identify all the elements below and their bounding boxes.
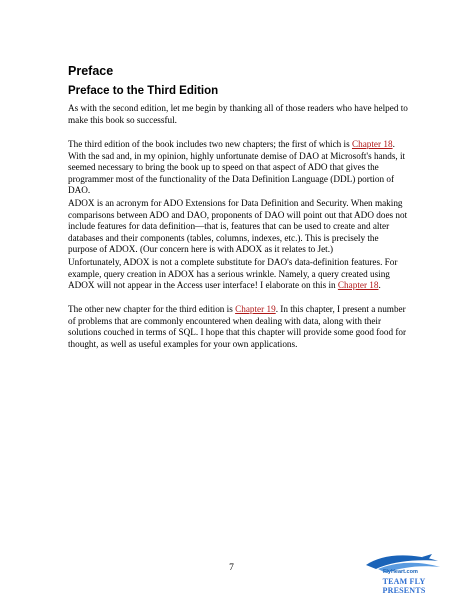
page-number: 7 — [229, 563, 234, 573]
paragraph-2-text-b: . With the sad and, in my opinion, highly unfortunate demise of DAO at Microsoft's hands, it seemed necessary to bring the book up to speed on that aspect of ADO that gives the programmer most of the functionality of the Data Definition Language (DDL) portion of DAO. — [68, 139, 406, 196]
page-heading: Preface — [68, 64, 114, 78]
paragraph-1: As with the second edition, let me begin by thanking all of those readers who have helped to make this book so successful. — [68, 103, 408, 125]
paragraph-5-text-a: The other new chapter for the third edition is — [68, 304, 236, 314]
chapter-18-link[interactable]: Chapter 18 — [351, 139, 393, 149]
paragraph-2-text-a: The third edition of the book includes two new chapters; the first of which is — [68, 139, 352, 149]
section-heading: Preface to the Third Edition — [68, 85, 219, 97]
paragraph-4-text-a: Unfortunately, ADOX is not a complete substitute for DAO's data-definition features. For example, query creation in ADOX has a serious wrinkle. Namely, a query created using ADOX will not appear in the Access user interface! I elaborate on this in — [68, 257, 398, 291]
paragraph-3: ADOX is an acronym for ADO Extensions for Data Definition and Security. When making comparisons between ADO and DAO, proponents of DAO will point out that ADO does not include features for data definition—that is, features that can be used to create and alter databases and their components (tables, columns, indexes, etc.). This is precisely the purpose of ADOX. (Our concern here is with ADOX as it relates to Jet.) — [68, 198, 408, 255]
paragraph-5 — [68, 304, 408, 350]
chapter-18-link-2[interactable]: Chapter 18 — [337, 280, 379, 291]
team-fly-label: TEAM FLY PRESENTS — [382, 577, 426, 595]
paragraph-4 — [68, 257, 408, 292]
paragraph-2 — [68, 139, 408, 197]
paragraph-5-text-b: . In this chapter, I present a number of problems that are commonly encountered when dealing with data, along with their solutions couched in terms of SQL. I hope that this chapter will provide some good food for thought, as well as useful examples for your own applications. — [68, 304, 407, 349]
chapter-19-link[interactable]: Chapter 19 — [235, 304, 276, 314]
paragraph-4-text-b: . — [378, 280, 381, 291]
logo-url: FlyHeart.com — [383, 569, 418, 575]
